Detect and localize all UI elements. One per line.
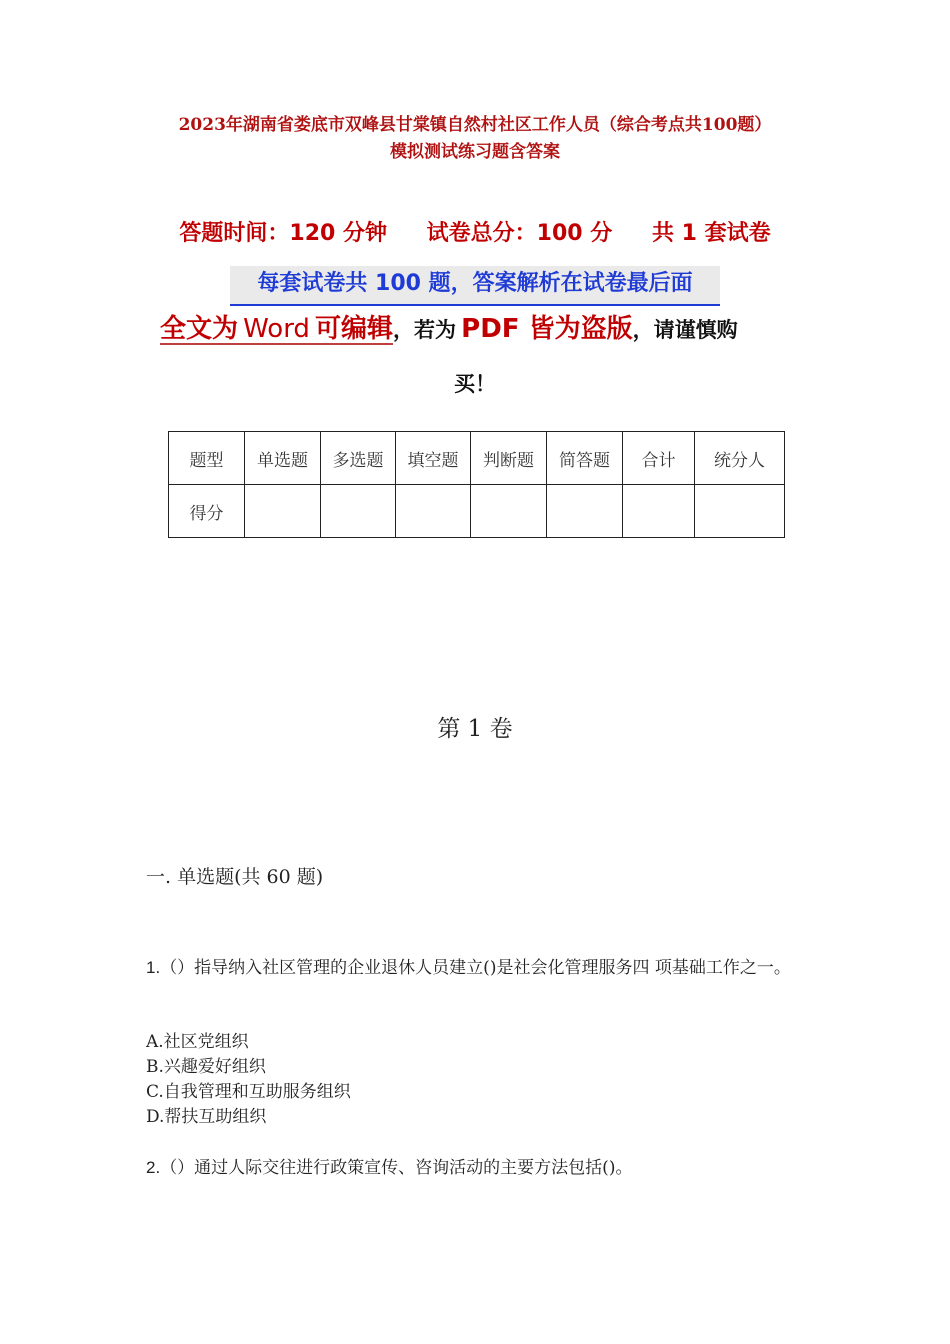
notice-part-2: Word [243, 314, 310, 344]
document-title [100, 112, 850, 166]
score-table [168, 431, 785, 538]
question-1 [146, 955, 816, 981]
notice-part-3: 可编辑 [315, 314, 394, 344]
header-cell: 统分人 [695, 432, 785, 485]
score-table-header-row [169, 432, 785, 485]
question-number: 2. [146, 1158, 161, 1177]
question-text: （）指导纳入社区管理的企业退休人员建立()是社会化管理服务四 项基础工作之一。 [160, 958, 791, 978]
option-d: D.帮扶互助组织 [146, 1107, 267, 1127]
option-b: B.兴趣爱好组织 [146, 1057, 266, 1077]
notice-part-5: PDF 皆为盗版 [461, 314, 633, 344]
option-a: A.社区党组织 [146, 1032, 249, 1052]
score-cell [471, 485, 547, 538]
section-heading: 一. 单选题(共 60 题) [146, 866, 324, 888]
question-2 [146, 1155, 816, 1181]
title-line-2: 模拟测试练习题含答案 [390, 142, 560, 162]
score-cell [623, 485, 695, 538]
notice-part-7: 买！ [454, 372, 496, 396]
header-cell: 题型 [169, 432, 245, 485]
question-1-options [146, 1030, 351, 1130]
notice-part-1: 全文为 [160, 314, 239, 344]
volume-heading: 第 1 卷 [437, 716, 513, 742]
header-cell: 简答题 [547, 432, 623, 485]
option-c: C.自我管理和互助服务组织 [146, 1082, 351, 1102]
score-cell [245, 485, 321, 538]
exam-info [0, 218, 950, 250]
exam-time: 答题时间：120 分钟 [179, 221, 387, 246]
header-cell: 判断题 [471, 432, 547, 485]
header-cell: 合计 [623, 432, 695, 485]
title-line-1: 2023年湖南省娄底市双峰县甘棠镇自然村社区工作人员（综合考点共100题） [178, 115, 772, 135]
score-cell [321, 485, 396, 538]
exam-set-count: 共 1 套试卷 [651, 221, 771, 246]
word-notice [160, 308, 810, 345]
question-text: （）通过人际交往进行政策宣传、咨询活动的主要方法包括()。 [160, 1158, 633, 1178]
word-editable-notice [160, 314, 394, 345]
answer-note: 每套试卷共 100 题，答案解析在试卷最后面 [230, 266, 720, 306]
notice-part-4: ，若为 [393, 318, 457, 342]
score-cell [396, 485, 471, 538]
score-table-score-row [169, 485, 785, 538]
score-cell [695, 485, 785, 538]
header-cell: 多选题 [321, 432, 396, 485]
score-cell: 得分 [169, 485, 245, 538]
header-cell: 填空题 [396, 432, 471, 485]
notice-part-6: ，请谨慎购 [632, 318, 738, 342]
score-cell [547, 485, 623, 538]
question-number: 1. [146, 958, 161, 977]
header-cell: 单选题 [245, 432, 321, 485]
exam-total-score: 试卷总分：100 分 [426, 221, 613, 246]
